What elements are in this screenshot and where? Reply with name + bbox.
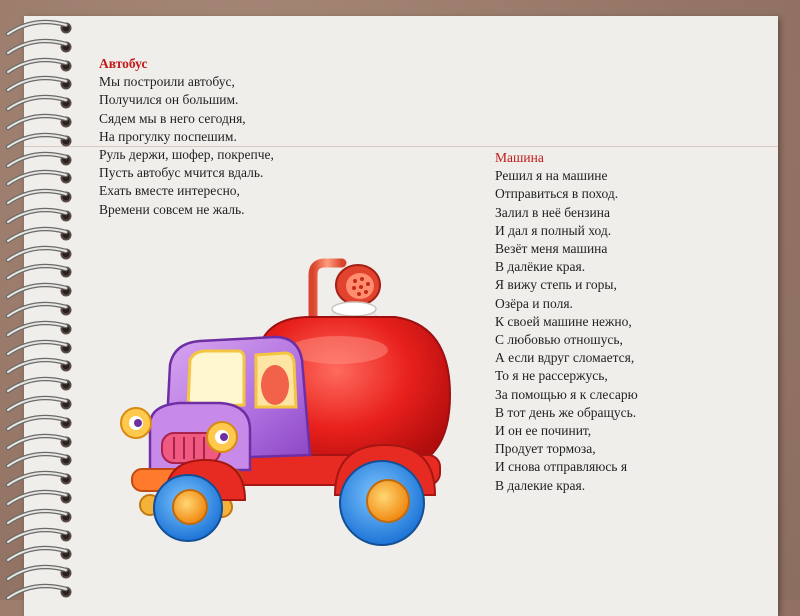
poem-line: Ехать вместе интересно,	[99, 183, 240, 199]
poem-line: Времени совсем не жаль.	[99, 201, 245, 217]
poem-line: Руль держи, шофер, покрепче,	[99, 147, 274, 163]
headlight-right	[207, 422, 237, 452]
poem-line: В тот день же обращусь.	[495, 404, 637, 420]
poem-line: А если вдруг сломается,	[495, 350, 635, 366]
poem-line: И он ее починит,	[495, 423, 592, 439]
poem-line: И дал я полный ход.	[495, 222, 612, 238]
poem-line: Мы построили автобус,	[99, 74, 235, 90]
poem-line: На прогулку поспешим.	[99, 128, 237, 144]
cartoon-tank-truck	[110, 255, 455, 570]
poem-line: Сядем мы в него сегодня,	[99, 110, 246, 126]
headlight-left	[121, 408, 151, 438]
poem-line: То я не рассержусь,	[495, 368, 608, 384]
poem-line: С любовью отношусь,	[495, 332, 623, 348]
poem-line: В далекие края.	[495, 477, 586, 493]
poem-line: Пусть автобус мчится вдаль.	[99, 165, 264, 181]
poem-line: Решил я на машине	[495, 168, 608, 184]
poem-line: К своей машине нежно,	[495, 313, 632, 329]
poem-line: Озёра и поля.	[495, 295, 573, 311]
poem-line: В далёкие края.	[495, 259, 586, 275]
poem-line: Везёт меня машина	[495, 241, 608, 257]
poem-line: За помощью я к слесарю	[495, 386, 638, 402]
poem-line: Залил в неё бензина	[495, 204, 610, 220]
poem-line: Отправиться в поход.	[495, 186, 619, 202]
poem-title: Машина	[495, 150, 544, 165]
poem-avtobus	[99, 55, 274, 219]
spiral-ring	[4, 578, 84, 606]
poem-mashina	[495, 149, 638, 495]
poem-line: Я вижу степь и горы,	[495, 277, 617, 293]
poem-line: Продует тормоза,	[495, 441, 596, 457]
cab-window-front	[188, 351, 244, 407]
poem-title: Автобус	[99, 56, 148, 71]
wheel-rear	[335, 445, 435, 545]
poem-line: И снова отправляюсь я	[495, 459, 628, 475]
poem-line: Получился он большим.	[99, 92, 239, 108]
